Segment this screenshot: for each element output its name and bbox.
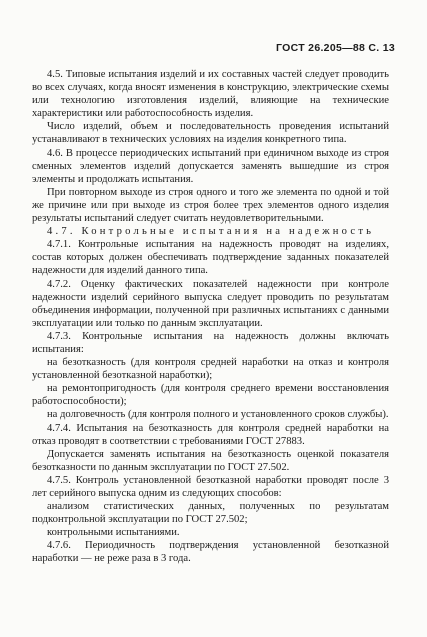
paragraph-4-7-2: 4.7.2. Оценку фактических показателей надежности при контроле надежности изделий серийного выпуска следует проводить по результатам объединения информации, полученной при различных испытаниях с данными эксплуатации или только по данным эксплуатации. [32, 278, 389, 329]
section-heading-4-7: 4.7. Контрольные испытания на надежность [47, 226, 375, 238]
paragraph-4-5: 4.5. Типовые испытания изделий и их составных частей следует проводить во всех случаях, когда вносят изменения в конструкцию, электрические схемы или технологию изготовления изделий, влияющие на технические характеристики или работоспособность изделия. [32, 69, 389, 120]
paragraph-number-of-items: Число изделий, объем и последовательность проведения испытаний устанавливают в технических условиях на изделия конкретного типа. [32, 121, 389, 146]
list-item-control-tests: контрольными испытаниями. [47, 527, 180, 539]
paragraph-4-7-4: 4.7.4. Испытания на безотказность для контроля средней наработки на отказ проводят в соответствии с требованиями ГОСТ 27883. [32, 422, 389, 447]
paragraph-replacement-allowed: Допускается заменять испытания на безотказность оценкой показателя безотказности по данным эксплуатации по ГОСТ 27.502. [32, 448, 389, 473]
paragraph-4-6: 4.6. В процессе периодических испытаний при единичном выходе из строя сменных элементов изделий допускается заменять вышедшие из строя элементы и продолжать испытания. [32, 147, 389, 185]
page-header: ГОСТ 26.205—88 С. 13 [276, 42, 395, 54]
paragraph-4-7-5: 4.7.5. Контроль установленной безотказной наработки проводят после 3 лет серийного выпуска одним из следующих способов: [32, 474, 389, 499]
paragraph-4-7-1: 4.7.1. Контрольные испытания на надежность проводят на изделиях, состав которых должен обеспечивать подтверждение заданных показателей надежности для изделий данного типа. [32, 239, 389, 277]
paragraph-4-7-6: 4.7.6. Периодичность подтверждения установленной безотказной наработки — не реже раза в 3 года. [32, 540, 389, 565]
list-item-reliability: на безотказность (для контроля средней наработки на отказ и контроля установленной безотказной наработки); [32, 357, 389, 382]
paragraph-repeated-failure: При повторном выходе из строя одного и того же элемента по одной и той же причине или при выходе из строя более трех элементов одного изделия результаты испытаний следует считать неудовлетворительными. [32, 186, 389, 225]
paragraph-4-7-3: 4.7.3. Контрольные испытания на надежность должны включать испытания: [32, 330, 389, 355]
list-item-maintainability: на ремонтопригодность (для контроля среднего времени восстановления работоспособности); [32, 383, 389, 408]
document-body [32, 68, 389, 566]
list-item-durability: на долговечность (для контроля полного и установленного сроков службы). [47, 409, 389, 421]
list-item-statistical-analysis: анализом статистических данных, полученных по результатам подконтрольной эксплуатации по ГОСТ 27.502; [32, 501, 389, 526]
